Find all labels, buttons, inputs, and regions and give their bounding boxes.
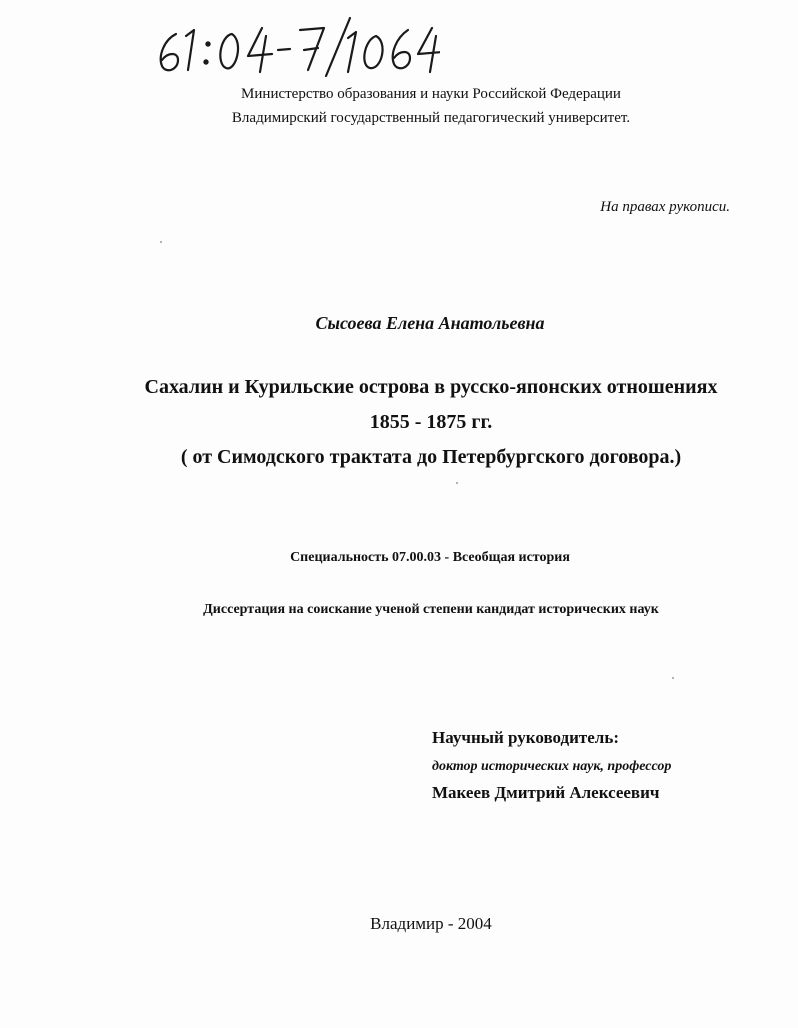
manuscript-note: На правах рукописи. — [600, 199, 730, 215]
author-name: Сысоева Елена Анатольевна — [315, 313, 545, 333]
city-year: Владимир - 2004 — [370, 914, 492, 933]
supervisor-label: Научный руководитель: — [432, 728, 619, 747]
dissertation-title-line-1: Сахалин и Курильские острова в русско-японских отношениях — [144, 376, 718, 398]
handwritten-archive-number — [150, 14, 440, 78]
handwritten-archive-number-drawing — [150, 14, 440, 78]
university-name: Владимирский государственный педагогический университет. — [231, 110, 631, 126]
scan-speck — [160, 241, 162, 243]
dissertation-title-line-3: ( от Симодского трактата до Петербургского договора.) — [180, 446, 682, 468]
ministry-name: Министерство образования и науки Российской Федерации — [241, 86, 621, 102]
specialty: Специальность 07.00.03 - Всеобщая история — [290, 550, 570, 565]
supervisor-name: Макеев Дмитрий Алексеевич — [432, 783, 660, 802]
scan-speck — [672, 677, 674, 679]
dissertation-title-line-2: 1855 - 1875 гг. — [369, 411, 493, 433]
scan-speck — [456, 482, 458, 484]
degree-statement: Диссертация на соискание ученой степени кандидат исторических наук — [203, 602, 659, 617]
supervisor-degree: доктор исторических наук, профессор — [432, 759, 672, 774]
